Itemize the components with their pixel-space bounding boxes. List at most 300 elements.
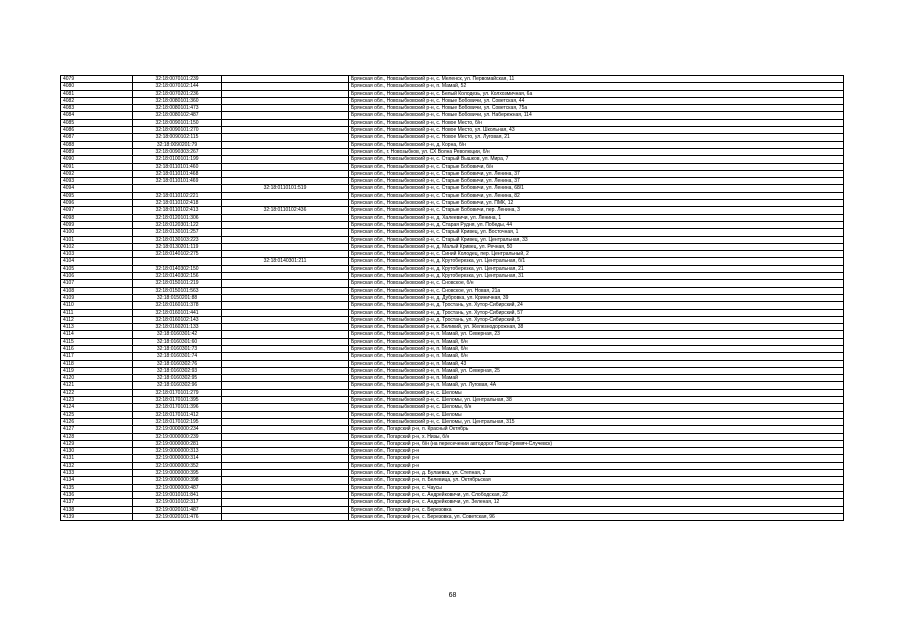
table-row [61,112,844,119]
previous-cadastral-number-cell [222,375,349,382]
address-cell: Брянская обл., Погарский р-н, д. Булаевка, ул. Степная, 2 [349,470,844,477]
cadastral-number-cell: 32:19:0020101:476 [133,513,222,520]
address-cell: Брянская обл., Погарский р-н [349,448,844,455]
cadastral-number-cell: 32:18:0140302:156 [133,273,222,280]
cadastral-number-cell: 32:19:0000000:487 [133,484,222,491]
address-cell: Брянская обл., Новозыбковский р-н, с. Новые Бобовичи, ул. Советская, 44 [349,97,844,104]
cadastral-number-cell: 32:18:0160302:93 [133,367,222,374]
row-number-cell: 4100 [61,229,133,236]
table-row [61,294,844,301]
previous-cadastral-number-cell [222,309,349,316]
table-row [61,448,844,455]
row-number-cell: 4117 [61,353,133,360]
previous-cadastral-number-cell [222,477,349,484]
row-number-cell: 4128 [61,433,133,440]
address-cell: Брянская обл., Новозыбковский р-н, с. Старые Бобовичи, б/н [349,163,844,170]
address-cell: Брянская обл., Новозыбковский р-н, с. Новое Место, б/н [349,119,844,126]
cadastral-number-cell: 32:19:0000000:314 [133,455,222,462]
previous-cadastral-number-cell [222,397,349,404]
table-row [61,426,844,433]
previous-cadastral-number-cell [222,338,349,345]
previous-cadastral-number-cell [222,192,349,199]
table-row [61,200,844,207]
cadastral-number-cell: 32:18:0160301:74 [133,353,222,360]
row-number-cell: 4115 [61,338,133,345]
address-cell: Брянская обл., Погарский р-н, п. Белевица, ул. Октябрьская [349,477,844,484]
previous-cadastral-number-cell [222,119,349,126]
table-row [61,440,844,447]
row-number-cell: 4088 [61,141,133,148]
row-number-cell: 4135 [61,484,133,491]
cadastral-number-cell: 32:19:0010101:841 [133,491,222,498]
row-number-cell: 4111 [61,309,133,316]
address-cell: Брянская обл., Новозыбковский р-н, п. Мамай, 43 [349,360,844,367]
row-number-cell: 4118 [61,360,133,367]
previous-cadastral-number-cell: 32:18:0110102:436 [222,207,349,214]
row-number-cell: 4116 [61,345,133,352]
previous-cadastral-number-cell [222,360,349,367]
table-row [61,360,844,367]
row-number-cell: 4122 [61,389,133,396]
table-row [61,506,844,513]
previous-cadastral-number-cell [222,280,349,287]
row-number-cell: 4087 [61,134,133,141]
address-cell: Брянская обл., Новозыбковский р-н, с. Старые Бобовичи, пер. Ленина, 3 [349,207,844,214]
row-number-cell: 4083 [61,105,133,112]
previous-cadastral-number-cell [222,316,349,323]
previous-cadastral-number-cell [222,76,349,83]
table-row [61,367,844,374]
address-cell: Брянская обл., Новозыбковский р-н, с. Шеломы, б/н [349,404,844,411]
row-number-cell: 4131 [61,455,133,462]
table-row [61,185,844,192]
cadastral-number-cell: 32:18:0110101:468 [133,170,222,177]
table-row [61,309,844,316]
cadastral-number-cell: 32:18:0070102:144 [133,83,222,90]
table-row [61,141,844,148]
page-number: 68 [448,592,457,599]
row-number-cell: 4107 [61,280,133,287]
address-cell: Брянская обл., Новозыбковский р-н, д. Крутоберезка, ул. Центральная, б/1 [349,258,844,265]
address-cell: Брянская обл., Новозыбковский р-н, с. Шеломы [349,411,844,418]
previous-cadastral-number-cell [222,90,349,97]
previous-cadastral-number-cell [222,148,349,155]
cadastral-number-cell: 32:18:0140302:150 [133,265,222,272]
address-cell: Брянская обл., Новозыбковский р-н, с. Меленск, ул. Первомайская, 11 [349,76,844,83]
table-row [61,97,844,104]
address-cell: Брянская обл., Новозыбковский р-н, с. Синий Колодец, пер. Центральный, 2 [349,251,844,258]
table-row [61,411,844,418]
address-cell: Брянская обл., Новозыбковский р-н, п. Мамай, б/н [349,345,844,352]
previous-cadastral-number-cell [222,294,349,301]
cadastral-number-cell: 32:18:0080101:360 [133,97,222,104]
previous-cadastral-number-cell [222,345,349,352]
registry-table [60,75,844,521]
row-number-cell: 4082 [61,97,133,104]
cadastral-number-cell: 32:18:0140102:275 [133,251,222,258]
cadastral-number-cell: 32:18:0090201:79 [133,141,222,148]
address-cell: Брянская обл., Погарский р-н [349,462,844,469]
previous-cadastral-number-cell [222,236,349,243]
address-cell: Брянская обл., Новозыбковский р-н, д. Старая Рудня, ул. Победы, 44 [349,221,844,228]
cadastral-number-cell: 32:18:0160301:60 [133,338,222,345]
table-row [61,163,844,170]
previous-cadastral-number-cell [222,273,349,280]
previous-cadastral-number-cell [222,97,349,104]
address-cell: Брянская обл., Новозыбковский р-н, с. Новое Место, ул. Школьная, 43 [349,127,844,134]
row-number-cell: 4133 [61,470,133,477]
cadastral-number-cell: 32:18:0110102:413 [133,207,222,214]
address-cell: Брянская обл., Новозыбковский р-н, д. Корна, б/н [349,141,844,148]
cadastral-number-cell: 32:18:0110101:469 [133,178,222,185]
previous-cadastral-number-cell [222,331,349,338]
previous-cadastral-number-cell [222,221,349,228]
address-cell: Брянская обл., Новозыбковский р-н, с. Старый Кривец, ул. Центральная, 33 [349,236,844,243]
cadastral-number-cell [133,258,222,265]
cadastral-number-cell: 32:19:0000000:395 [133,470,222,477]
row-number-cell: 4081 [61,90,133,97]
previous-cadastral-number-cell [222,499,349,506]
table-row [61,148,844,155]
row-number-cell: 4121 [61,382,133,389]
address-cell: Брянская обл., Новозыбковский р-н, с. Новые Бобовичи, ул. Набережная, 114 [349,112,844,119]
row-number-cell: 4108 [61,287,133,294]
table-row [61,302,844,309]
previous-cadastral-number-cell [222,484,349,491]
cadastral-number-cell: 32:18:0130101:257 [133,229,222,236]
previous-cadastral-number-cell [222,302,349,309]
table-row [61,83,844,90]
row-number-cell: 4102 [61,243,133,250]
previous-cadastral-number-cell [222,367,349,374]
previous-cadastral-number-cell [222,170,349,177]
address-cell: Брянская обл., Погарский р-н, б/н (на пересечении автодорог Погар-Гремяч-Случевск) [349,440,844,447]
table-row [61,134,844,141]
address-cell: Брянская обл., Новозыбковский р-н, п. Мамай, б/н [349,353,844,360]
address-cell: Брянская обл., Новозыбковский р-н, с. Старый Кривец, ул. Восточная, 1 [349,229,844,236]
cadastral-number-cell: 32:18:0110101:460 [133,163,222,170]
row-number-cell: 4103 [61,251,133,258]
previous-cadastral-number-cell [222,353,349,360]
cadastral-number-cell: 32:18:0130103:223 [133,236,222,243]
row-number-cell: 4136 [61,491,133,498]
row-number-cell: 4091 [61,163,133,170]
previous-cadastral-number-cell [222,105,349,112]
address-cell: Брянская обл., Новозыбковский р-н, д. Тростань, ул. Хутор-Сибирский, 24 [349,302,844,309]
table-row [61,76,844,83]
cadastral-number-cell: 32:18:0170101:412 [133,411,222,418]
table-row [61,491,844,498]
cadastral-number-cell: 32:18:0090303:267 [133,148,222,155]
row-number-cell: 4138 [61,506,133,513]
table-row [61,229,844,236]
cadastral-number-cell: 32:18:0160101:378 [133,302,222,309]
previous-cadastral-number-cell [222,433,349,440]
cadastral-number-cell: 32:18:0120301:122 [133,221,222,228]
registry-table-body [61,76,844,521]
row-number-cell: 4105 [61,265,133,272]
row-number-cell: 4127 [61,426,133,433]
table-row [61,389,844,396]
cadastral-number-cell: 32:19:0000000:239 [133,433,222,440]
address-cell: Брянская обл., Погарский р-н, с. Андрейковичи, ул. Зеленая, 12 [349,499,844,506]
previous-cadastral-number-cell [222,462,349,469]
table-row [61,119,844,126]
previous-cadastral-number-cell [222,156,349,163]
address-cell: Брянская обл., Погарский р-н, с. Березовка [349,506,844,513]
previous-cadastral-number-cell [222,127,349,134]
address-cell: Брянская обл., Новозыбковский р-н, д. Тростань, ул. Хутор-Сибирский, 5 [349,316,844,323]
previous-cadastral-number-cell [222,112,349,119]
previous-cadastral-number-cell [222,382,349,389]
previous-cadastral-number-cell [222,134,349,141]
address-cell: Брянская обл., Новозыбковский р-н, с. Старые Бобовичи, ул. ПМК, 12 [349,200,844,207]
cadastral-number-cell: 32:18:0170101:396 [133,404,222,411]
address-cell: Брянская обл., г. Новозыбков, ул. СХ Волна Революции, б/н [349,148,844,155]
previous-cadastral-number-cell [222,411,349,418]
row-number-cell: 4112 [61,316,133,323]
previous-cadastral-number-cell [222,265,349,272]
table-row [61,221,844,228]
table-row [61,316,844,323]
address-cell: Брянская обл., Новозыбковский р-н, с. Сновское, ул. Новая, 21а [349,287,844,294]
table-row [61,287,844,294]
table-row [61,258,844,265]
row-number-cell: 4125 [61,411,133,418]
cadastral-number-cell: 32:18:0170101:395 [133,397,222,404]
cadastral-number-cell: 32:19:0000000:398 [133,477,222,484]
registry-table-container [60,75,843,521]
row-number-cell: 4096 [61,200,133,207]
previous-cadastral-number-cell [222,506,349,513]
previous-cadastral-number-cell [222,448,349,455]
cadastral-number-cell: 32:18:0090101:270 [133,127,222,134]
row-number-cell: 4097 [61,207,133,214]
address-cell: Брянская обл., Погарский р-н, с. Андрейковичи, ул. Слободская, 22 [349,491,844,498]
previous-cadastral-number-cell [222,251,349,258]
address-cell: Брянская обл., Новозыбковский р-н, с. Старые Бобовичи, ул. Ленина, 82 [349,192,844,199]
cadastral-number-cell [133,185,222,192]
address-cell: Брянская обл., Новозыбковский р-н, с. Новые Бобовичи, ул. Советская, 75а [349,105,844,112]
table-row [61,499,844,506]
row-number-cell: 4080 [61,83,133,90]
table-row [61,207,844,214]
cadastral-number-cell: 32:18:0160302:95 [133,375,222,382]
address-cell: Брянская обл., Новозыбковский р-н, с. Старые Бобовичи, ул. Ленина, 37 [349,178,844,185]
row-number-cell: 4109 [61,294,133,301]
previous-cadastral-number-cell [222,455,349,462]
previous-cadastral-number-cell [222,513,349,520]
row-number-cell: 4092 [61,170,133,177]
row-number-cell: 4119 [61,367,133,374]
address-cell: Брянская обл., Новозыбковский р-н, п. Мамай, ул. Луговая, 4А [349,382,844,389]
row-number-cell: 4104 [61,258,133,265]
previous-cadastral-number-cell [222,83,349,90]
cadastral-number-cell: 32:19:0020101:487 [133,506,222,513]
table-row [61,170,844,177]
row-number-cell: 4114 [61,331,133,338]
table-row [61,462,844,469]
address-cell: Брянская обл., Новозыбковский р-н, с. Старый Вышков, ул. Мира, 7 [349,156,844,163]
row-number-cell: 4137 [61,499,133,506]
row-number-cell: 4113 [61,324,133,331]
row-number-cell: 4089 [61,148,133,155]
table-row [61,353,844,360]
row-number-cell: 4101 [61,236,133,243]
address-cell: Брянская обл., Новозыбковский р-н, с. Шеломы, ул. Центральная, 315 [349,418,844,425]
address-cell: Брянская обл., Новозыбковский р-н, с. Шеломы, ул. Центральная, 38 [349,397,844,404]
address-cell: Брянская обл., Новозыбковский р-н, д. Тростань, ул. Хутор-Сибирский, 57 [349,309,844,316]
row-number-cell: 4079 [61,76,133,83]
row-number-cell: 4093 [61,178,133,185]
address-cell: Брянская обл., Новозыбковский р-н, д. Малый Кривец, ул. Речная, 50 [349,243,844,250]
cadastral-number-cell: 32:18:0160201:133 [133,324,222,331]
row-number-cell: 4085 [61,119,133,126]
table-row [61,418,844,425]
table-row [61,280,844,287]
table-row [61,105,844,112]
table-row [61,156,844,163]
address-cell: Брянская обл., Новозыбковский р-н, с. Старые Бобовичи, ул. Ленина, 37 [349,170,844,177]
address-cell: Брянская обл., Погарский р-н, п. Красный Октябрь [349,426,844,433]
previous-cadastral-number-cell [222,141,349,148]
row-number-cell: 4084 [61,112,133,119]
cadastral-number-cell: 32:19:0000000:234 [133,426,222,433]
table-row [61,470,844,477]
previous-cadastral-number-cell [222,470,349,477]
table-row [61,236,844,243]
cadastral-number-cell: 32:19:0000000:352 [133,462,222,469]
table-row [61,192,844,199]
previous-cadastral-number-cell [222,214,349,221]
cadastral-number-cell: 32:18:0160301:42 [133,331,222,338]
row-number-cell: 4132 [61,462,133,469]
table-row [61,273,844,280]
cadastral-number-cell: 32:18:0170101:279 [133,389,222,396]
previous-cadastral-number-cell [222,243,349,250]
row-number-cell: 4099 [61,221,133,228]
cadastral-number-cell: 32:18:0170102:195 [133,418,222,425]
cadastral-number-cell: 32:18:0150201:88 [133,294,222,301]
previous-cadastral-number-cell [222,491,349,498]
cadastral-number-cell: 32:18:0160302:96 [133,382,222,389]
cadastral-number-cell: 32:19:0010102:317 [133,499,222,506]
previous-cadastral-number-cell [222,440,349,447]
cadastral-number-cell: 32:19:0000000:281 [133,440,222,447]
cadastral-number-cell: 32:18:0110102:418 [133,200,222,207]
address-cell: Брянская обл., Новозыбковский р-н, с. Белый Колодезь, ул. Колхозмичная, 6а [349,90,844,97]
row-number-cell: 4134 [61,477,133,484]
cadastral-number-cell: 32:18:0150101:563 [133,287,222,294]
address-cell: Брянская обл., Новозыбковский р-н, с. Шеломы [349,389,844,396]
table-row [61,251,844,258]
table-row [61,513,844,520]
address-cell: Брянская обл., Новозыбковский р-н, с. Сновское, б/н [349,280,844,287]
row-number-cell: 4120 [61,375,133,382]
address-cell: Брянская обл., Новозыбковский р-н, д. Халеевичи, ул. Ленина, 1 [349,214,844,221]
table-row [61,265,844,272]
address-cell: Брянская обл., Новозыбковский р-н, п. Мамай, 52 [349,83,844,90]
address-cell: Брянская обл., Погарский р-н, с. Чаусы [349,484,844,491]
previous-cadastral-number-cell [222,200,349,207]
table-row [61,433,844,440]
address-cell: Брянская обл., Погарский р-н, х. Низы, б/н [349,433,844,440]
previous-cadastral-number-cell [222,426,349,433]
table-row [61,382,844,389]
address-cell: Брянская обл., Новозыбковский р-н, с. Новое Место, ул. Луговая, 21 [349,134,844,141]
cadastral-number-cell: 32:18:0120101:306 [133,214,222,221]
table-row [61,178,844,185]
row-number-cell: 4098 [61,214,133,221]
table-row [61,477,844,484]
previous-cadastral-number-cell [222,178,349,185]
address-cell: Брянская обл., Новозыбковский р-н, п. Мамай, ул. Северная, 25 [349,367,844,374]
row-number-cell: 4094 [61,185,133,192]
table-row [61,484,844,491]
row-number-cell: 4124 [61,404,133,411]
cadastral-number-cell: 32:18:0160101:441 [133,309,222,316]
cadastral-number-cell: 32:18:0110102:221 [133,192,222,199]
address-cell: Брянская обл., Погарский р-н, с. Березовка, ул. Советская, 96 [349,513,844,520]
row-number-cell: 4086 [61,127,133,134]
row-number-cell: 4123 [61,397,133,404]
cadastral-number-cell: 32:18:0080102:487 [133,112,222,119]
table-row [61,345,844,352]
cadastral-number-cell: 32:18:0160302:76 [133,360,222,367]
address-cell: Брянская обл., Новозыбковский р-н, с. Старые Бобовичи, ул. Ленина, 68/1 [349,185,844,192]
cadastral-number-cell: 32:18:0130201:119 [133,243,222,250]
row-number-cell: 4139 [61,513,133,520]
row-number-cell: 4090 [61,156,133,163]
table-row [61,90,844,97]
row-number-cell: 4129 [61,440,133,447]
table-row [61,243,844,250]
row-number-cell: 4095 [61,192,133,199]
address-cell: Брянская обл., Новозыбковский р-н, д. Дубровка, ул. Криничная, 39 [349,294,844,301]
table-row [61,455,844,462]
address-cell: Брянская обл., Новозыбковский р-н, д. Крутоберезка, ул. Центральная, 21 [349,265,844,272]
table-row [61,331,844,338]
cadastral-number-cell: 32:18:0090101:150 [133,119,222,126]
address-cell: Брянская обл., Новозыбковский р-н, п. Мамай, ул. Северная, 23 [349,331,844,338]
address-cell: Брянская обл., Новозыбковский р-н, к. Великий, ул. Железнодорожная, 38 [349,324,844,331]
table-row [61,397,844,404]
table-row [61,324,844,331]
cadastral-number-cell: 32:18:0100101:199 [133,156,222,163]
cadastral-number-cell: 32:18:0160102:143 [133,316,222,323]
address-cell: Брянская обл., Погарский р-н [349,455,844,462]
table-row [61,127,844,134]
table-row [61,375,844,382]
previous-cadastral-number-cell [222,389,349,396]
table-row [61,214,844,221]
row-number-cell: 4126 [61,418,133,425]
row-number-cell: 4110 [61,302,133,309]
previous-cadastral-number-cell [222,229,349,236]
cadastral-number-cell: 32:18:0070101:239 [133,76,222,83]
previous-cadastral-number-cell: 32:18:0140301:211 [222,258,349,265]
previous-cadastral-number-cell: 32:18:0110101:519 [222,185,349,192]
previous-cadastral-number-cell [222,418,349,425]
previous-cadastral-number-cell [222,287,349,294]
row-number-cell: 4106 [61,273,133,280]
address-cell: Брянская обл., Новозыбковский р-н, п. Мамай [349,375,844,382]
table-row [61,338,844,345]
previous-cadastral-number-cell [222,163,349,170]
cadastral-number-cell: 32:18:0160301:73 [133,345,222,352]
address-cell: Брянская обл., Новозыбковский р-н, д. Крутоберезка, ул. Центральная, 31 [349,273,844,280]
cadastral-number-cell: 32:19:0000000:313 [133,448,222,455]
